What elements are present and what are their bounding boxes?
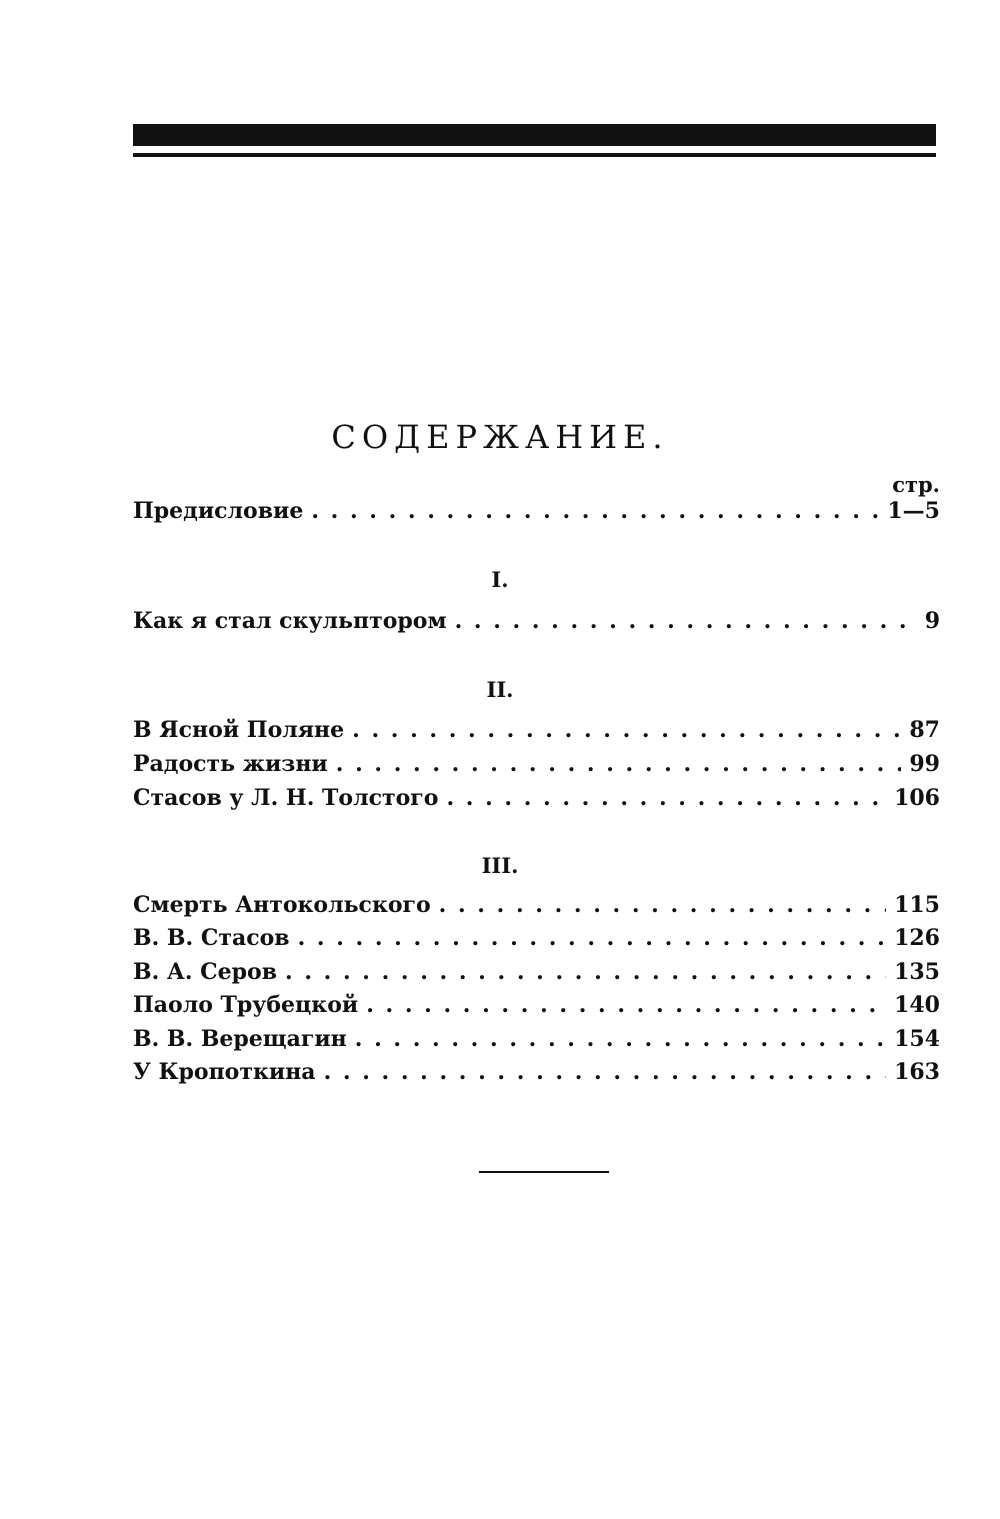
toc-entry [133,957,940,987]
toc-entry-label: Как я стал скульптором [133,608,447,634]
toc-entry-label: Паоло Трубецкой [133,992,359,1018]
dot-leader [455,606,917,636]
toc-entry [133,749,940,779]
toc-entry-page: 87 [909,717,940,743]
dot-leader [439,890,886,920]
toc-entry-page: 99 [909,751,940,777]
closing-rule [479,1171,609,1173]
toc-entry-page: 135 [894,959,940,985]
toc-entry-page: 154 [894,1026,940,1052]
dot-leader [355,1024,886,1054]
part-heading-1: I. [491,567,509,592]
dot-leader [446,783,886,813]
dot-leader [352,715,901,745]
toc-entry-label: Радость жизни [133,751,328,777]
dot-leader [366,990,886,1020]
toc-entry-preface [133,496,940,526]
dot-leader [324,1057,887,1087]
toc-entry-label: В. В. Стасов [133,925,290,951]
toc-entry-page: 9 [924,608,940,634]
part-heading-2: II. [486,677,514,702]
dot-leader [285,957,886,987]
toc-entry-label: В. А. Серов [133,959,277,985]
toc-entry-label: В. В. Верещагин [133,1026,347,1052]
page-title: СОДЕРЖАНИЕ. [331,418,669,456]
toc-entry-page: 126 [894,925,940,951]
part-heading-3: III. [481,853,519,878]
toc-entry-page: 163 [894,1059,940,1085]
toc-entry-label: Стасов у Л. Н. Толстого [133,785,439,811]
toc-entry [133,783,940,813]
toc-entry [133,1057,940,1087]
dot-leader [298,923,886,953]
toc-entry-page: 1—5 [887,498,940,524]
toc-entry-label: У Кропоткина [133,1059,316,1085]
toc-entry-label: В Ясной Поляне [133,717,345,743]
toc-entry [133,923,940,953]
dot-leader [311,496,879,526]
toc-entry-page: 140 [894,992,940,1018]
toc-entry-page: 115 [894,892,940,918]
toc-entry [133,715,940,745]
table-of-contents [133,0,940,1519]
toc-entry-page: 106 [894,785,940,811]
toc-entry [133,890,940,920]
toc-entry-label: Предисловие [133,498,304,524]
toc-entry [133,1024,940,1054]
toc-entry [133,606,940,636]
toc-entry [133,990,940,1020]
dot-leader [336,749,902,779]
page-column-header: стр. [892,472,940,497]
toc-entry-label: Смерть Антокольского [133,892,431,918]
